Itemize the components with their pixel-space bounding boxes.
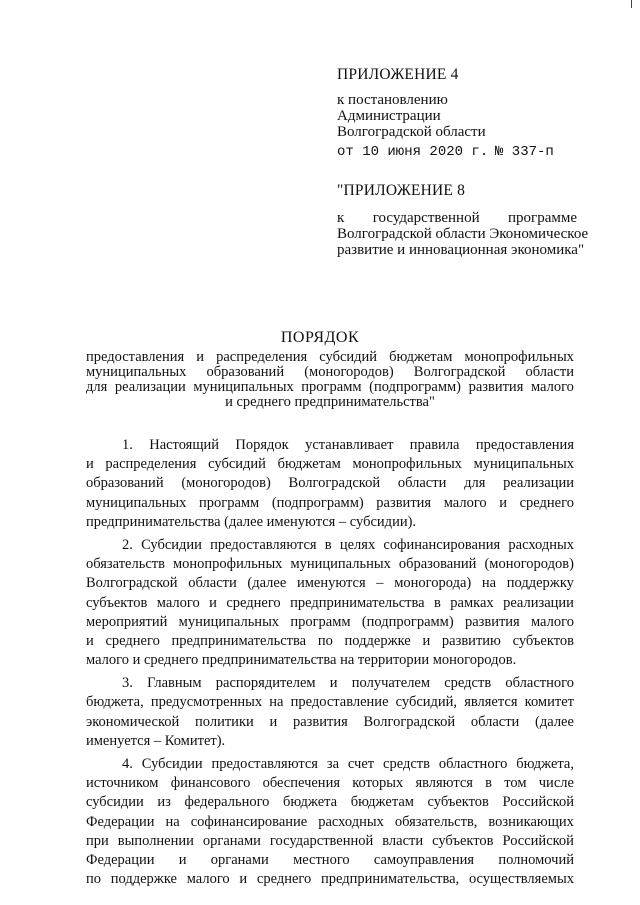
subtitle-line: и среднего предпринимательства" [225,394,435,410]
paragraph-line [86,474,574,493]
body-word: на [269,694,284,711]
program-word: государственной [372,210,480,226]
subtitle-word: программ [301,379,362,395]
body-word: предоставление [290,694,389,711]
program-line: Волгоградской области Экономическое [337,226,589,242]
body-word: 3. [122,675,133,692]
body-word: поддержке [344,632,411,649]
body-word: субъектов [427,794,489,811]
body-word: развития [376,494,432,511]
body-word: предпринимательства [290,594,425,611]
page-edge-mark [631,0,632,8]
program-line-justified [337,210,577,226]
body-word: среднего [226,594,281,611]
body-word: Федерации [86,813,155,830]
body-word: (далее [247,575,287,592]
body-word: Федерации [86,851,155,868]
body-word: на [481,575,497,592]
body-word: органами [202,832,261,849]
body-word: 4. [122,756,133,772]
body-word: возникающих [488,813,574,830]
decree-reference [337,92,577,140]
body-word: Субсидии [141,536,202,553]
body-word: и [178,851,187,868]
paragraph-line: предпринимательства (далее именуются – субсидии). [86,513,417,530]
program-word: программе [508,210,577,226]
paragraph-line: малого и среднего предпринимательства на территории моногородов. [86,652,517,669]
subtitle-word: субсидий [319,349,378,365]
body-word: 1. [122,437,133,453]
decree-line: Волгоградской области [337,124,486,140]
subtitle-word: и [196,349,205,365]
body-word: обязательств [86,556,165,573]
body-word: областного [505,675,574,692]
body-word: самоуправления [373,851,475,868]
body-word: государственной [269,832,374,849]
body-word: в [324,536,332,553]
body-word: (далее [535,713,574,730]
body-word: средств [444,675,492,692]
paragraph-line [86,693,574,712]
body-word: Российской [502,832,574,849]
body-word: и [86,632,94,649]
body-word: является [464,694,518,711]
paragraph-line [86,594,574,613]
paragraph-line [86,755,574,774]
body-word: среднего [519,494,574,511]
paragraph-line [86,613,574,632]
document-subtitle [86,350,574,410]
paragraph-line [86,851,574,870]
paragraph-line [86,555,574,574]
subtitle-word: Волгоградской [413,364,506,380]
body-word: бюджета, [516,756,574,772]
body-word: средств [383,756,430,772]
body-word: которых [352,775,404,792]
paragraph [86,536,574,670]
body-word: Субсидии [141,756,203,772]
paragraph-line [86,436,574,455]
body-word: Настоящий [149,437,220,453]
body-word: субсидий [208,456,266,473]
body-word: и [86,456,94,473]
body-word: экономической [86,713,180,730]
body-word: муниципальных [290,556,391,573]
body-word: бюджетам [277,456,341,473]
subtitle-line [86,365,574,380]
body-word: малого [443,494,487,511]
body-word: среднего [105,632,160,649]
body-word: распорядителем [215,675,316,692]
body-word: целях [339,536,376,553]
body-word: субъектов [432,832,494,849]
body-word: счет [347,756,375,772]
subtitle-word: реализации [114,379,186,395]
body-word: выполнении [117,832,194,849]
body-word: реализации [503,475,574,492]
body-word: Волгоградской [288,475,381,492]
body-word: 2. [122,536,133,553]
body-word: среднего [256,871,312,888]
subtitle-word: для [86,379,108,395]
body-word: предоставляются [211,756,318,772]
body-word: поддержке [110,871,177,888]
body-word: и [329,675,338,692]
body-word: бюджета [283,794,338,811]
subtitle-word: образований [206,364,285,380]
body-word: получателем [351,675,431,692]
subtitle-word: области [525,364,574,380]
body-word: поддержку [506,575,574,592]
body-word: комитет [524,694,574,711]
body-word: (подпрограмм) [271,494,364,511]
body-word: устанавливает [305,437,394,453]
subtitle-word: бюджетам [389,349,453,365]
body-word: и [422,632,431,649]
program-reference [337,210,589,258]
decree-line: к постановлению [337,92,448,108]
body-word: том [504,775,527,792]
body-word: области [470,713,520,730]
body-word: малого [530,613,574,630]
paragraph-line [86,813,574,832]
body-word: софинансирование [190,813,308,830]
subtitle-word: (подпрограмм) [369,379,461,395]
subtitle-word: муниципальных [86,364,187,380]
body-word: осуществляемых [468,871,574,888]
paragraph-line [86,774,574,793]
subtitle-line [86,350,574,365]
paragraph-line [86,494,574,513]
body-word: предпринимательства [171,632,307,649]
body-word: софинансирования [383,536,501,553]
body-word: области [188,575,237,592]
subtitle-line [86,380,574,395]
body-word: распределения [105,456,197,473]
body-word: (моногородов) [484,556,574,573]
appendix-4-title: ПРИЛОЖЕНИЕ 4 [337,66,459,83]
body-word: именуются [296,575,366,592]
body-word: малого [156,594,200,611]
body-word: и [499,494,508,511]
body-word: рамках [450,594,494,611]
body-word: для [464,475,486,492]
paragraph-line [86,870,574,889]
body-word: обязательств, [394,813,478,830]
body-word: бюджета, [86,694,144,711]
document-body [86,436,574,889]
subtitle-word: малого [530,379,574,395]
body-word: Волгоградской [363,713,456,730]
decree-number: № 337-п [495,144,554,160]
body-word: (подпрограмм) [361,613,454,630]
body-word: и [269,713,278,730]
paragraph-line: именуется – Комитет). [86,732,226,749]
paragraph-line [86,674,574,693]
body-word: реализации [503,594,574,611]
body-word: Порядок [235,437,289,453]
body-word: органами [210,851,269,868]
body-word: расходных [318,813,384,830]
body-word: развития [292,713,348,730]
body-word: – [376,575,384,592]
body-word: предпринимательства, [321,871,460,888]
body-word: Главным [147,675,202,692]
body-word: являются [415,775,473,792]
body-word: источником [86,775,159,792]
paragraph-line [86,455,574,474]
body-word: субъектов [86,594,148,611]
subtitle-word: развития [468,379,524,395]
subtitle-word: монопрофильных [464,349,574,365]
body-word: политики [195,713,254,730]
body-word: расходных [508,536,574,553]
body-word: муниципальных [178,613,280,630]
body-word: при [86,832,109,849]
decree-line: Администрации [337,108,441,124]
body-word: программ [290,613,351,630]
body-word: образований [86,475,164,492]
program-word: к [337,210,345,226]
body-word: муниципальных [473,456,574,473]
body-word: монопрофильных [172,556,283,573]
decree-date-line [337,144,587,160]
appendix-8-title: "ПРИЛОЖЕНИЕ 8 [337,182,466,199]
body-word: бюджетам [350,794,414,811]
body-word: областного [438,756,508,772]
body-word: мероприятий [86,613,168,630]
subtitle-word: муниципальных [193,379,294,395]
paragraph-line [86,574,574,593]
body-word: финансового [170,775,251,792]
body-word: субсидий, [395,694,458,711]
paragraph-line [86,832,574,851]
body-word: полномочий [498,851,574,868]
body-word: в [485,775,493,792]
body-word: субъектов [512,632,574,649]
body-word: из [157,794,171,811]
paragraph-line [86,632,574,651]
subtitle-word: распределения [216,349,308,365]
body-word: обеспечения [262,775,340,792]
body-word: предоставления [475,437,574,453]
document-title: ПОРЯДОК [280,329,360,346]
paragraph-line [86,713,574,732]
decree-date: от 10 июня 2020 г. [337,144,489,160]
body-word: за [326,756,340,772]
body-word: по [317,632,333,649]
body-word: области [397,475,447,492]
subtitle-word: предоставления [86,349,185,365]
body-word: предоставляются [210,536,317,553]
body-word: муниципальных [86,494,187,511]
paragraph [86,755,574,889]
body-word: развития [464,613,520,630]
body-word: и [209,594,217,611]
paragraph [86,674,574,751]
paragraph [86,436,574,532]
body-word: местного [293,851,350,868]
body-word: и [239,871,248,888]
body-word: малого [186,871,230,888]
body-word: монопрофильных [352,456,462,473]
body-word: по [86,871,102,888]
body-word: (моногородов) [181,475,271,492]
body-word: власти [382,832,424,849]
subtitle-word: (моногородов) [304,364,394,380]
body-word: образований [398,556,477,573]
body-word: развитию [441,632,501,649]
paragraph-line [86,793,574,812]
body-word: Российской [502,794,574,811]
paragraph-line [86,536,574,555]
body-word: субсидии [86,794,144,811]
program-line: развитие и инновационная экономика" [337,242,585,258]
body-word: Волгоградской [86,575,178,592]
body-word: предусмотренных [150,694,263,711]
body-word: числе [538,775,574,792]
body-word: федерального [184,794,270,811]
body-word: правила [409,437,460,453]
body-word: программ [198,494,260,511]
body-word: моногорода) [394,575,472,592]
body-word: на [165,813,180,830]
body-word: в [434,594,441,611]
